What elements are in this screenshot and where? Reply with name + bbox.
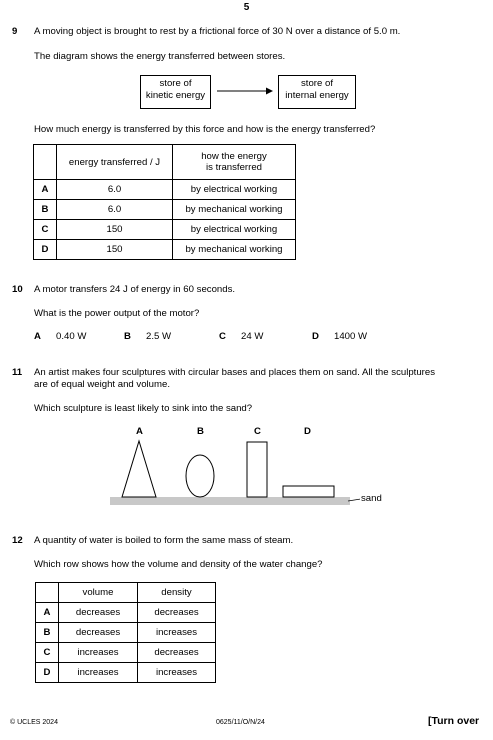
row-letter: B — [36, 623, 59, 643]
table-header-row — [36, 583, 216, 603]
row-volume: decreases — [59, 603, 138, 623]
sculpture-b-ellipsoid — [186, 455, 214, 497]
sculpture-label-a: A — [136, 426, 143, 437]
option-c-letter: C — [219, 331, 226, 342]
question-10-question: What is the power output of the motor? — [34, 308, 200, 319]
option-a — [34, 331, 86, 342]
row-energy: 6.0 — [57, 200, 173, 220]
option-d-letter: D — [312, 331, 319, 342]
table-row — [36, 623, 216, 643]
row-letter: D — [36, 663, 59, 683]
question-9-question: How much energy is transferred by this force and how is the energy transferred? — [34, 124, 376, 135]
table-row — [36, 603, 216, 623]
question-9-number: 9 — [12, 26, 18, 37]
option-a-text: 0.40 W — [56, 331, 87, 342]
kinetic-store-line2: kinetic energy — [145, 90, 206, 101]
row-energy: 150 — [57, 220, 173, 240]
row-how: by electrical working — [173, 180, 296, 200]
option-b-text: 2.5 W — [146, 331, 172, 342]
row-density: decreases — [138, 603, 216, 623]
row-how: by mechanical working — [173, 240, 296, 260]
row-letter: B — [34, 200, 57, 220]
table-row — [34, 180, 296, 200]
question-12-table — [35, 582, 216, 683]
sculpture-label-c: C — [254, 426, 261, 437]
sand-surface — [110, 497, 350, 505]
question-10-stem: A motor transfers 24 J of energy in 60 seconds. — [34, 284, 236, 295]
row-letter: A — [34, 180, 57, 200]
table-row — [36, 643, 216, 663]
question-12-stem: A quantity of water is boiled to form the same mass of steam. — [34, 535, 294, 546]
kinetic-store-line1: store of — [159, 78, 192, 89]
option-b — [124, 331, 171, 342]
option-c — [219, 331, 263, 342]
how-header-line2: is transferred — [206, 162, 262, 173]
table-header-row — [34, 145, 296, 180]
question-9-stem: A moving object is brought to rest by a frictional force of 30 N over a distance of 5.0 m. — [34, 26, 401, 37]
kinetic-store-box — [140, 75, 211, 109]
energy-header: energy transferred / J — [57, 145, 173, 180]
row-density: decreases — [138, 643, 216, 663]
question-11-number: 11 — [12, 367, 23, 378]
row-volume: decreases — [59, 623, 138, 643]
copyright: © UCLES 2024 — [10, 719, 58, 726]
question-11-question: Which sculpture is least likely to sink into the sand? — [34, 403, 253, 414]
row-volume: increases — [59, 643, 138, 663]
option-a-letter: A — [34, 331, 41, 342]
question-11-stem-line1: An artist makes four sculptures with circular bases and places them on sand. All the sculptures — [34, 367, 435, 378]
blank-header-cell — [36, 583, 59, 603]
row-how: by mechanical working — [173, 200, 296, 220]
how-header — [173, 145, 296, 180]
sculpture-label-b: B — [197, 426, 204, 437]
row-density: increases — [138, 623, 216, 643]
option-d — [312, 331, 367, 342]
how-header-line1: how the energy — [201, 151, 267, 162]
volume-header: volume — [59, 583, 138, 603]
question-9-diagram-intro: The diagram shows the energy transferred between stores. — [34, 51, 286, 62]
row-letter: A — [36, 603, 59, 623]
question-10-number: 10 — [12, 284, 23, 295]
turn-over: [Turn over — [428, 715, 480, 727]
sculptures-diagram — [100, 435, 360, 515]
internal-store-box — [278, 75, 356, 109]
density-header: density — [138, 583, 216, 603]
row-volume: increases — [59, 663, 138, 683]
page-number: 5 — [243, 2, 250, 13]
table-row — [36, 663, 216, 683]
table-row — [34, 240, 296, 260]
option-c-text: 24 W — [241, 331, 264, 342]
sculpture-a-cone — [122, 441, 156, 497]
row-energy: 150 — [57, 240, 173, 260]
internal-store-line1: store of — [301, 78, 333, 89]
blank-header-cell — [34, 145, 57, 180]
row-letter: C — [36, 643, 59, 663]
sculpture-d-disc — [283, 486, 334, 497]
table-row — [34, 220, 296, 240]
row-density: increases — [138, 663, 216, 683]
sand-label: sand — [361, 493, 382, 504]
energy-transfer-arrow — [215, 85, 275, 97]
internal-store-line2: internal energy — [285, 90, 349, 101]
row-energy: 6.0 — [57, 180, 173, 200]
question-12-number: 12 — [12, 535, 23, 546]
option-d-text: 1400 W — [334, 331, 368, 342]
row-how: by electrical working — [173, 220, 296, 240]
sculpture-label-d: D — [304, 426, 311, 437]
question-9-table — [33, 144, 296, 260]
row-letter: C — [34, 220, 57, 240]
option-b-letter: B — [124, 331, 131, 342]
paper-code: 0625/11/O/N/24 — [216, 719, 265, 726]
sculpture-c-cylinder — [247, 442, 267, 497]
row-letter: D — [34, 240, 57, 260]
question-11-stem-line2: are of equal weight and volume. — [34, 379, 170, 390]
table-row — [34, 200, 296, 220]
question-12-question: Which row shows how the volume and density of the water change? — [34, 559, 323, 570]
